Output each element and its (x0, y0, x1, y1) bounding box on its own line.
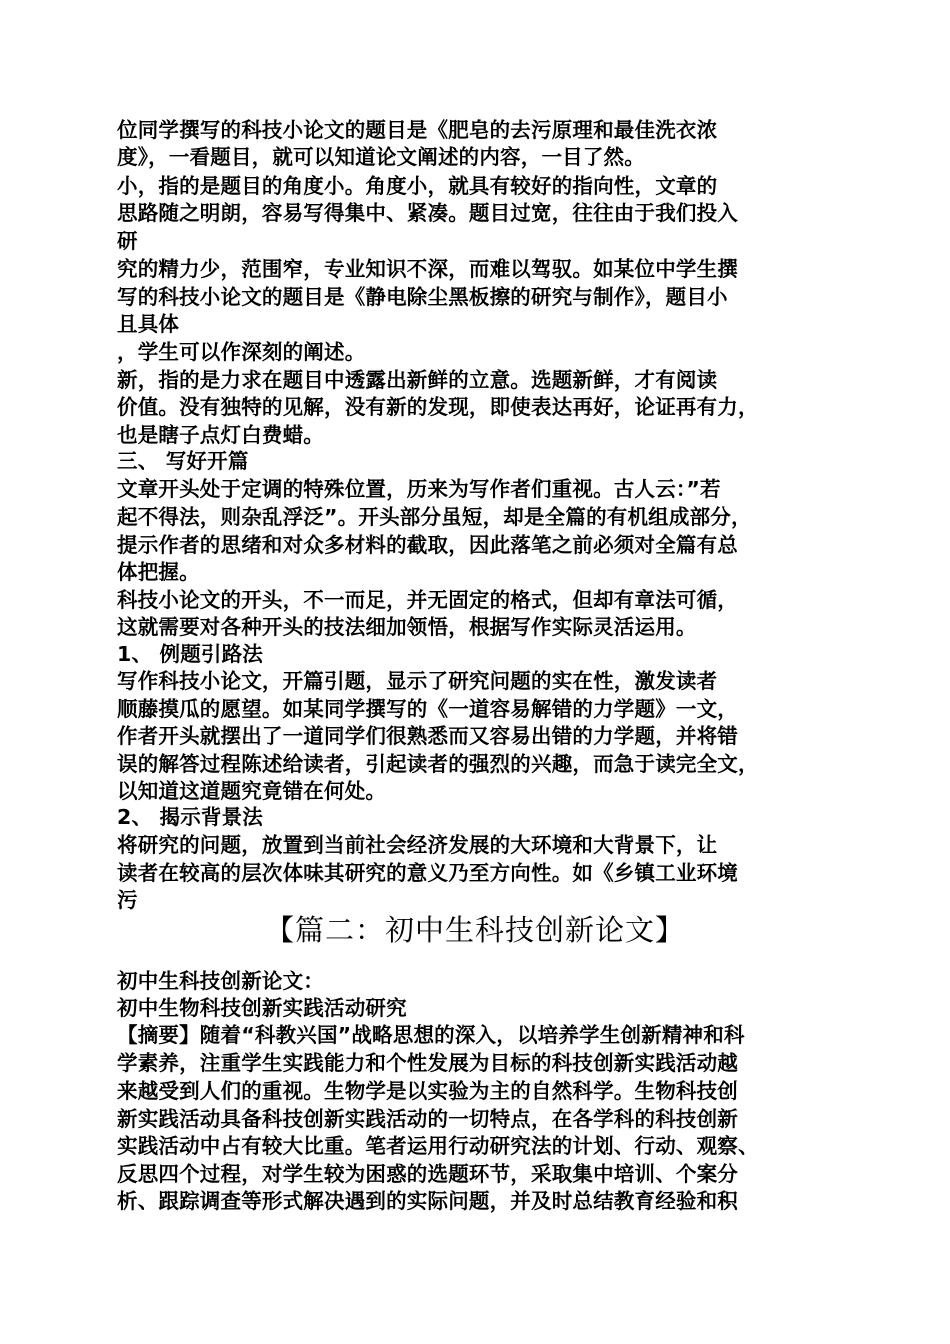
text-line: 析、跟踪调查等形式解决遇到的实际问题，并及时总结教育经验和积 (117, 1189, 738, 1213)
text-line: 小，指的是题目的角度小。角度小，就具有较好的指向性，文章的 (117, 174, 718, 198)
text-line: 写的科技小论文的题目是《静电除尘黑板擦的研究与制作》，题目小 (117, 285, 728, 309)
text-line: 误的解答过程陈述给读者，引起读者的强烈的兴趣，而急于读完全文， (117, 752, 759, 776)
text-line: 污 (117, 888, 138, 912)
text-line: 这就需要对各种开头的技法细加领悟，根据写作实际灵活运用。 (117, 615, 697, 639)
text-line: 体把握。 (117, 560, 200, 584)
text-line: 思路随之明朗，容易写得集中、紧凑。题目过宽，往往由于我们投入 (117, 201, 738, 225)
text-line: 新，指的是力求在题目中透露出新鲜的立意。选题新鲜，才有阅读 (117, 368, 718, 392)
text-line: 实践活动中占有较大比重。笔者运用行动研究法的计划、行动、观察、 (117, 1134, 759, 1158)
text-line: ，学生可以作深刻的阐述。 (117, 340, 366, 364)
text-line: 读者在较高的层次体味其研究的意义乃至方向性。如《乡镇工业环境 (117, 861, 738, 885)
text-line: 学素养，注重学生实践能力和个性发展为目标的科技创新实践活动越 (117, 1051, 738, 1075)
text-line: 也是瞎子点灯白费蜡。 (117, 423, 324, 447)
text-line: 反思四个过程，对学生较为困惑的选题环节，采取集中培训、个案分 (117, 1162, 738, 1186)
text-line: 顺藤摸瓜的愿望。如某同学撰写的《一道容易解错的力学题》一文， (117, 697, 738, 721)
subheading: 三、 写好开篇 (117, 449, 249, 473)
text-line: 起不得法，则杂乱浮泛”。开头部分虽短，却是全篇的有机组成部分， (117, 505, 752, 529)
section-heading: 【篇二：初中生科技创新论文】 (264, 913, 685, 947)
text-line: 科技小论文的开头，不一而足，并无固定的格式，但却有章法可循， (117, 588, 738, 612)
article-subtitle: 初中生物科技创新实践活动研究 (117, 996, 407, 1020)
text-line: 以知道这道题究竟错在何处。 (117, 779, 387, 803)
subheading: 2、 揭示背景法 (117, 805, 264, 829)
text-line: 来越受到人们的重视。生物学是以实验为主的自然科学。生物科技创 (117, 1079, 738, 1103)
article-title: 初中生科技创新论文： (117, 969, 324, 993)
text-line: 度》，一看题目，就可以知道论文阐述的内容，一目了然。 (117, 145, 645, 169)
text-line: 新实践活动具备科技创新实践活动的一切特点，在各学科的科技创新 (117, 1107, 738, 1131)
text-line: 【摘要】随着“科教兴国”战略思想的深入，以培养学生创新精神和科 (117, 1023, 745, 1047)
text-line: 文章开头处于定调的特殊位置，历来为写作者们重视。古人云：”若 (117, 477, 721, 501)
text-line: 提示作者的思绪和对众多材料的截取，因此落笔之前必须对全篇有总 (117, 533, 738, 557)
text-line: 究的精力少，范围窄，专业知识不深，而难以驾驭。如某位中学生撰 (117, 257, 738, 281)
text-line: 写作科技小论文，开篇引题，显示了研究问题的实在性，激发读者 (117, 669, 718, 693)
text-line: 作者开头就摆出了一道同学们很熟悉而又容易出错的力学题，并将错 (117, 724, 738, 748)
subheading: 1、 例题引路法 (117, 642, 264, 666)
text-line: 研 (117, 229, 138, 253)
text-line: 位同学撰写的科技小论文的题目是《肥皂的去污原理和最佳洗衣浓 (117, 118, 718, 142)
text-line: 将研究的问题，放置到当前社会经济发展的大环境和大背景下，让 (117, 833, 718, 857)
text-line: 且具体 (117, 312, 180, 336)
text-line: 价值。没有独特的见解，没有新的发现，即使表达再好，论证再有力， (117, 395, 759, 419)
